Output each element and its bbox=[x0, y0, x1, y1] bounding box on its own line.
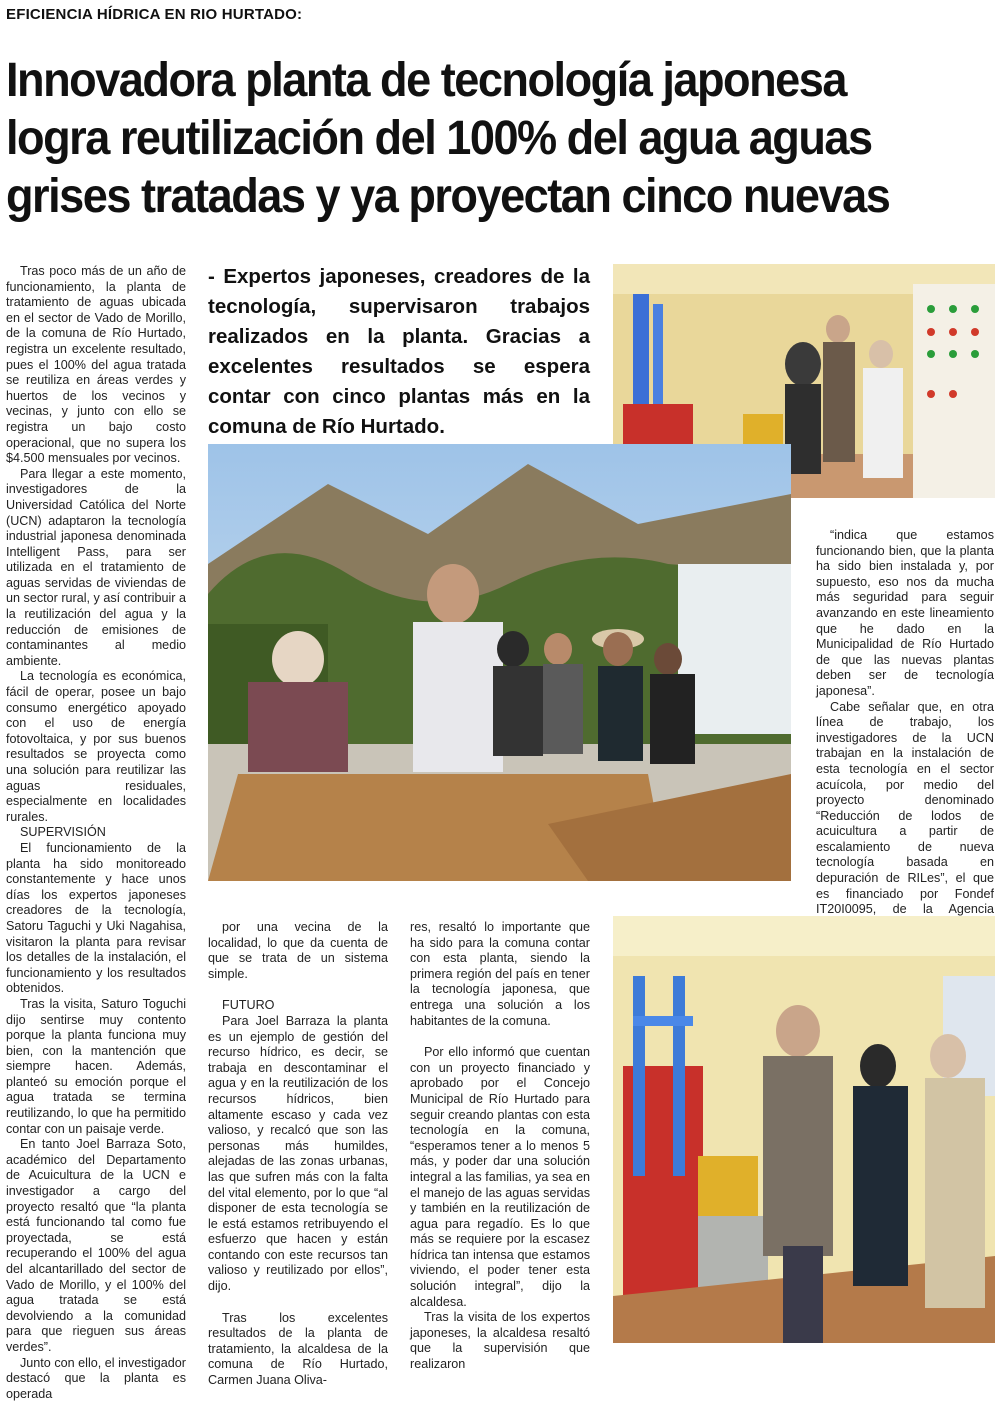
paragraph: Tras poco más de un año de funcionamiento, la planta de tratamiento de aguas ubicada en el sector de Vado de Morillo, de la comuna de Río Hurtado, registra un excelente resultado, pues el 100% del agua tratada se reutiliza en áreas verdes y huertos de los vecinos y vecinas, y junto con ello se registra un bajo costo operacional, que no supera los $4.500 mensuales por vecinos. bbox=[6, 264, 186, 466]
outdoor-group-photo bbox=[208, 444, 791, 881]
paragraph: Tras la visita, Saturo Toguchi dijo sentirse muy contento porque la planta funciona muy bien, con la mantención que siempre hacen. Además, planteó su emoción porque el agua tratada se termina reutilizando, lo que ha permitido contar con un paisaje verde. bbox=[6, 996, 186, 1136]
paragraph: El funcionamiento de la planta ha sido monitoreado constantemente y hace unos días los expertos japoneses creadores de la tecnología, Satoru Taguchi y Uki Nagahisa, visitaron la planta para revisar los detalles de la instalación, el funcionamiento y los resultados obtenidos. bbox=[6, 840, 186, 996]
article-column-3 bbox=[410, 920, 590, 1373]
subheading-supervision: SUPERVISIÓN bbox=[20, 825, 106, 840]
paragraph: res, resaltó lo importante que ha sido para la comuna contar con esta planta, siendo la primera región del país en tener la tecnología japonesa, que entrega una solución a los habitantes de la comuna. bbox=[410, 920, 590, 1028]
paragraph: Cabe señalar que, en otra línea de trabajo, los investigadores de la UCN trabajan en la instalación de esta tecnología en el sector acuícola, por medio del proyecto denominado “Reducción de lodos de acuicultura a partir de escalamiento de nueva tecnología basada en depuración de RILes”, el que es financiado por Fondef IT20I0095, de la Agencia bbox=[816, 699, 994, 917]
paragraph: por una vecina de la localidad, lo que da cuenta de que se trata de un sistema simple. bbox=[208, 920, 388, 981]
headline: Innovadora planta de tecnología japonesa logra reutilización del 100% del agua aguas grises tratadas y ya proyectan cinco nuevas bbox=[6, 54, 890, 223]
paragraph: Junto con ello, el investigador destacó que la planta es operada bbox=[6, 1355, 186, 1401]
paragraph: En tanto Joel Barraza Soto, académico del Departamento de Acuicultura de la UCN e investigador a cargo del proyecto resaltó que “la planta está funcionando tal como fue proyectada, se está recuperando el 100% del agua del alcantarillado del sector de Vado de Morillo, y el 100% del agua tratada se está devolviendo a la comunidad para que rieguen sus áreas verdes”. bbox=[6, 1137, 186, 1354]
section-kicker: EFICIENCIA HÍDRICA EN RIO HURTADO: bbox=[6, 6, 303, 23]
equipment-room-photo bbox=[613, 916, 995, 1343]
article-column-4 bbox=[816, 528, 994, 949]
paragraph: Para Joel Barraza la planta es un ejemplo de gestión del recurso hídrico, es decir, se trabaja en descontaminar el agua y en la reutilización de los recursos hídricos, bien altamente escaso y cada vez valioso, y recalcó que son las personas más humildes, alejadas de las zonas urbanas, las que sufren más con la falta del vital elemento, por lo que “al disponer de esta tecnología se le está estamos retribuyendo el esfuerzo que hacen y están contando con este recursos tan valioso y reutilizado por ellos”, dijo. bbox=[208, 1013, 388, 1294]
paragraph: Para llegar a este momento, investigadores de la Universidad Católica del Norte (UCN) adaptaron la tecnología industrial japonesa denominada Intelligent Pass, para ser utilizada en el tratamiento de aguas servidas de viviendas de un sector rural, y así contribuir a la reutilización del agua y la reducción de emisiones de contaminantes al medio ambiente. bbox=[6, 466, 186, 668]
paragraph: Tras los excelentes resultados de la planta de tratamiento, la alcaldesa de la comuna de Río Hurtado, Carmen Juana Oliva- bbox=[208, 1310, 388, 1388]
lead-paragraph: - Expertos japoneses, creadores de la tecnología, supervisaron trabajos realizados en la planta. Gracias a excelentes resultados se espera contar con cinco plantas más en la comuna de Río Hurtado. bbox=[208, 265, 590, 438]
paragraph: “indica que estamos funcionando bien, que la planta ha sido bien instalada y, por supuesto, eso nos da mucha más seguridad para seguir avanzando en este lineamiento que he dado en la Municipalidad de Río Hurtado de que las nuevas plantas deben ser de tecnología japonesa”. bbox=[816, 528, 994, 698]
article-column-2 bbox=[208, 920, 388, 1389]
paragraph: La tecnología es económica, fácil de operar, posee un bajo consumo energético apoyado con el uso de energía fotovoltaica, y por sus buenos resultados se proyecta como una solución para reutilizar las aguas residuales, especialmente en localidades rurales. bbox=[6, 669, 186, 824]
paragraph: Por ello informó que cuentan con un proyecto financiado y aprobado por el Concejo Municipal de Río Hurtado para seguir creando plantas con esta tecnología en la comuna, “esperamos tener a lo menos 5 más, y poder dar una solución integral a las familias, ya sea en el manejo de las aguas servidas y también en la reutilización de agua para regadío. Es lo que más se requiere por la escasez hídrica tan intensa que estamos viviendo, el poder tener esta solución integral”, dijo la alcaldesa. bbox=[410, 1045, 590, 1309]
article-column-1 bbox=[6, 264, 186, 1402]
paragraph: Tras la visita de los expertos japoneses, la alcaldesa resaltó que la supervisión que realizaron bbox=[410, 1310, 590, 1372]
subheading-futuro: FUTURO bbox=[222, 998, 275, 1013]
